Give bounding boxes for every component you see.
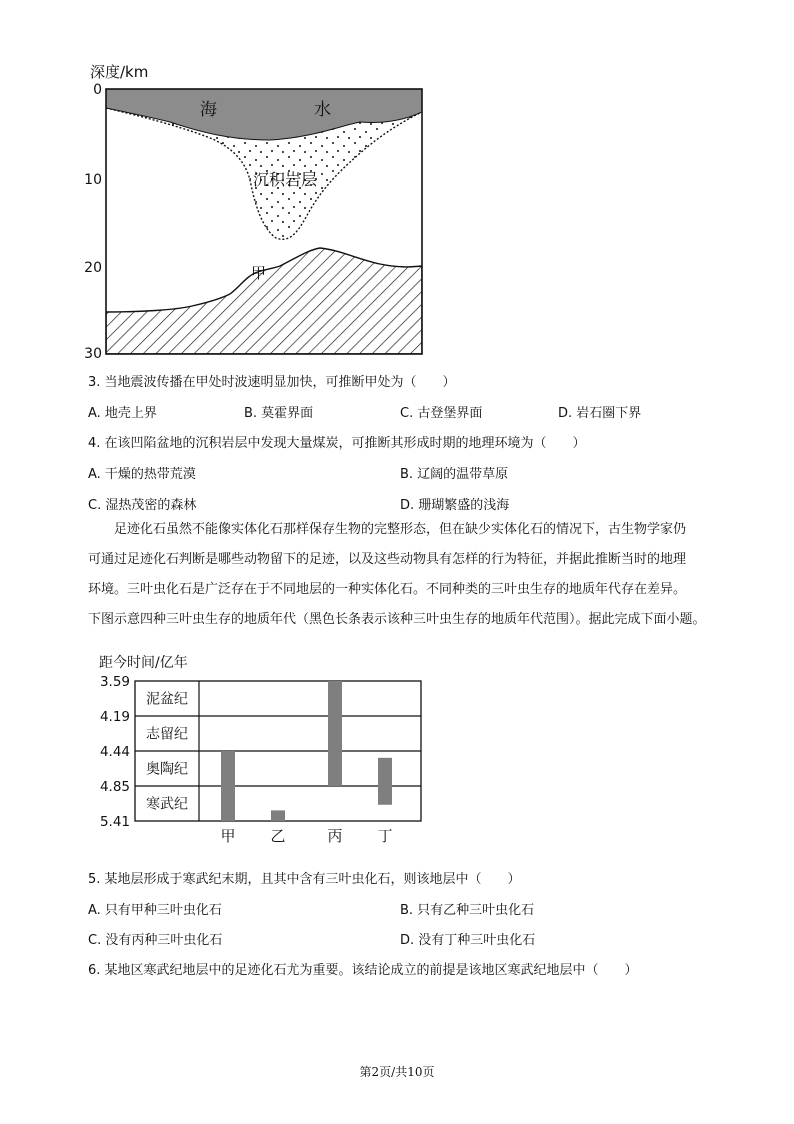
question-5-stem: 5. 某地层形成于寒武纪末期，且其中含有三叶虫化石，则该地层中（ ）	[88, 872, 521, 887]
chart-ytick-labels	[100, 674, 130, 830]
question-4-option-d: D. 珊瑚繁盛的浅海	[400, 498, 510, 513]
chart-category-labels	[220, 827, 392, 845]
question-3-option-d: D. 岩石圈下界	[558, 406, 642, 421]
chart-category-label: 丁	[377, 827, 393, 845]
chart-period-labels	[146, 692, 188, 813]
depth-axis-label: 深度/km	[90, 63, 149, 81]
question-5-option-b: B. 只有乙种三叶虫化石	[400, 903, 535, 918]
question-3-option-a: A. 地壳上界	[88, 406, 157, 421]
question-6-stem: 6. 某地区寒武纪地层中的足迹化石尤为重要。该结论成立的前提是该地区寒武纪地层中（ ）	[88, 963, 638, 978]
chart-category-label: 丙	[327, 827, 343, 845]
trilobite-range-chart	[70, 645, 440, 850]
sea-label-2: 水	[314, 100, 331, 120]
question-3-option-c: C. 古登堡界面	[400, 406, 483, 421]
question-3-option-b: B. 莫霍界面	[244, 406, 314, 421]
chart-ytick-label: 4.85	[99, 779, 130, 795]
question-4-option-c: C. 湿热茂密的森林	[88, 498, 197, 513]
question-4-stem: 4. 在该凹陷盆地的沉积岩层中发现大量煤炭，可推断其形成时期的地理环境为（ ）	[88, 436, 586, 451]
question-5-option-c: C. 没有丙种三叶虫化石	[88, 933, 223, 948]
passage-line: 足迹化石虽然不能像实体化石那样保存生物的完整形态，但在缺少实体化石的情况下，古生物学家仍	[88, 522, 687, 537]
depth-tick: 30	[84, 346, 102, 360]
chart-bar	[378, 758, 392, 805]
question-3-stem: 3. 当地震波传播在甲处时波速明显加快，可推断甲处为（ ）	[88, 375, 456, 390]
chart-ytick-label: 5.41	[99, 814, 130, 830]
sediment-label: 沉积岩层	[253, 170, 318, 189]
depth-tick-labels	[84, 82, 102, 360]
passage	[88, 515, 728, 635]
chart-period-label: 泥盆纪	[146, 691, 188, 708]
question-5-option-a: A. 只有甲种三叶虫化石	[88, 903, 222, 918]
depth-tick: 10	[84, 172, 102, 188]
chart-period-label: 奥陶纪	[146, 761, 188, 778]
question-4-option-a: A. 干燥的热带荒漠	[88, 467, 196, 482]
question-5-option-d: D. 没有丁种三叶虫化石	[400, 933, 536, 948]
cross-section-figure	[70, 55, 440, 360]
sea-label-1: 海	[200, 100, 217, 120]
chart-ytick-label: 4.19	[99, 709, 130, 725]
chart-bar	[221, 751, 235, 821]
chart-period-label: 寒武纪	[146, 796, 188, 813]
depth-tick: 20	[84, 260, 102, 276]
page-footer: 第2页/共10页	[359, 1065, 435, 1079]
chart-period-label: 志留纪	[146, 726, 188, 743]
chart-ylabel: 距今时间/亿年	[99, 655, 188, 671]
question-4-option-b: B. 辽阔的温带草原	[400, 467, 509, 482]
chart-ytick-label: 3.59	[99, 674, 130, 690]
point-jia-label: 甲	[251, 264, 267, 282]
chart-bar	[271, 810, 285, 821]
chart-ytick-label: 4.44	[99, 744, 130, 760]
passage-line: 可通过足迹化石判断是哪些动物留下的足迹，以及这些动物具有怎样的行为特征，并据此推断当时的地理	[88, 552, 687, 567]
chart-category-label: 乙	[270, 827, 286, 845]
chart-bar	[328, 681, 342, 786]
chart-category-label: 甲	[220, 827, 236, 845]
passage-line: 下图示意四种三叶虫生存的地质年代（黑色长条表示该种三叶虫生存的地质年代范围）。据此完成下面小题。	[88, 612, 706, 627]
depth-tick: 0	[93, 82, 102, 98]
passage-line: 环境。三叶虫化石是广泛存在于不同地层的一种实体化石。不同种类的三叶虫生存的地质年代存在差异。	[88, 582, 687, 597]
